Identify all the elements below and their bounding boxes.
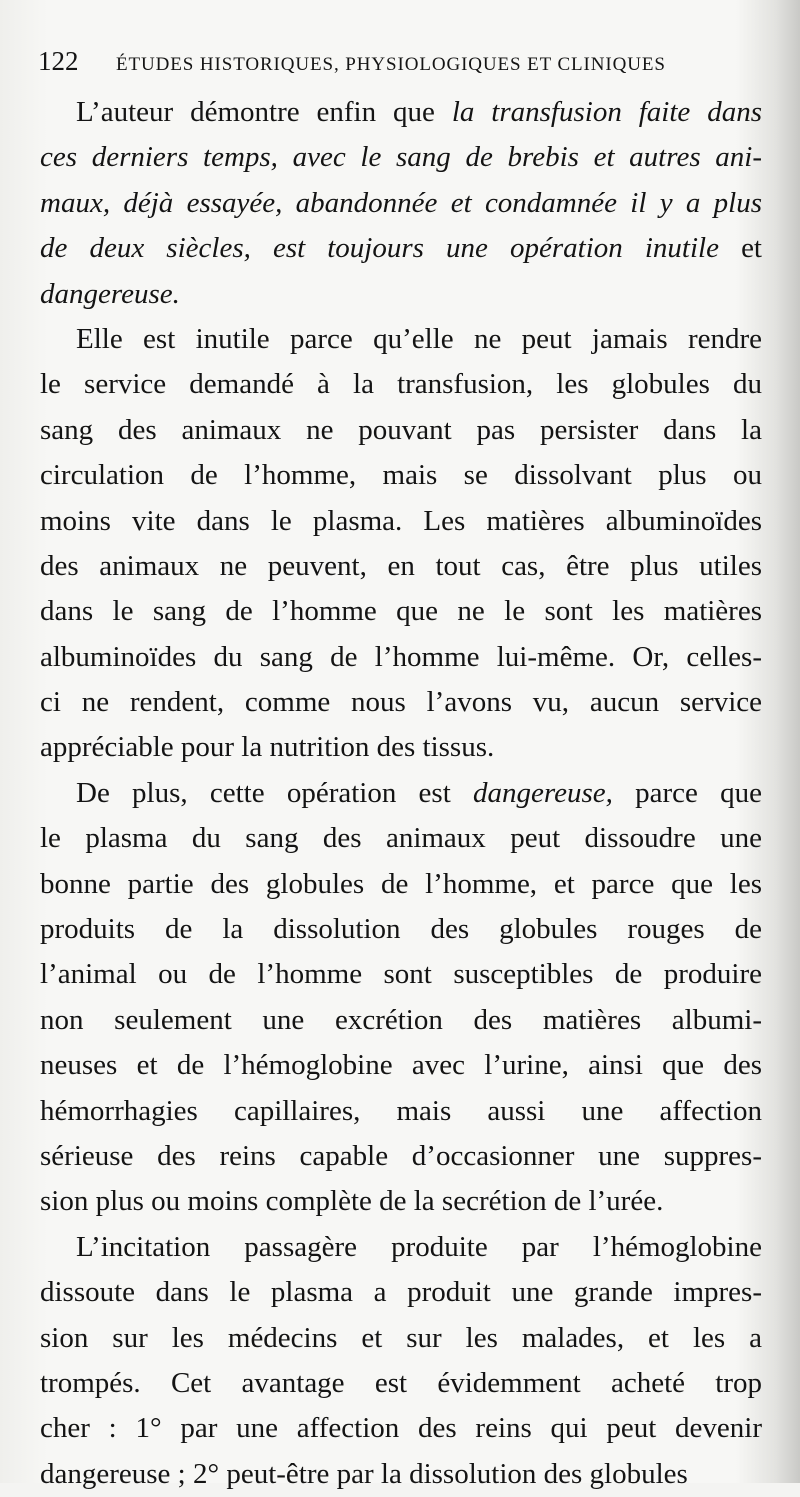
paragraph (40, 1225, 762, 1497)
text-segment: le plasma du sang des animaux peut dissoudre une (40, 822, 762, 855)
text-segment: De plus, cette opération est (76, 776, 474, 809)
text-line (40, 362, 762, 407)
text-line (40, 1089, 762, 1134)
text-segment: trompés. Cet avantage est évidemment acheté trop (40, 1366, 762, 1399)
page-number: 122 (38, 46, 79, 76)
italic-text: dangereuse, (473, 776, 613, 809)
paragraph (40, 771, 762, 1225)
text-segment: le service demandé à la transfusion, les globules du (40, 368, 762, 401)
text-segment: produits de la dissolution des globules rouges de (40, 913, 762, 946)
running-title: ÉTUDES HISTORIQUES, PHYSIOLOGIQUES ET CLINIQUES (116, 54, 666, 75)
body-text (40, 90, 762, 1497)
text-line (40, 453, 762, 498)
text-segment: cher : 1° par une affection des reins qui peut devenir (40, 1412, 762, 1445)
text-line (40, 408, 762, 453)
text-segment: L’incitation passagère produite par l’hémoglobine (76, 1230, 762, 1263)
text-line (40, 952, 762, 997)
text-segment: L’auteur démontre enfin que (76, 96, 452, 128)
text-line (40, 1452, 762, 1497)
text-line (40, 135, 762, 180)
text-segment: parce que (612, 776, 762, 809)
text-line (40, 544, 762, 589)
text-segment: non seulement une excrétion des matières albumi- (40, 1003, 762, 1036)
text-segment: des animaux ne peuvent, en tout cas, être plus utiles (40, 549, 762, 582)
text-segment: appréciable pour la nutrition des tissus. (40, 731, 495, 764)
italic-text: la transfusion faite dans (451, 96, 763, 128)
text-line (40, 725, 762, 770)
text-line (40, 1225, 762, 1270)
text-segment: dangereuse ; 2° peut-être par la dissolution des globules (40, 1457, 688, 1490)
text-line (40, 317, 762, 362)
text-segment: albuminoïdes du sang de l’homme lui-même. Or, celles- (40, 640, 762, 673)
text-line (40, 635, 762, 680)
text-line (40, 272, 762, 317)
text-line (40, 1316, 762, 1361)
text-segment: hémorrhagies capillaires, mais aussi une affection (40, 1094, 762, 1127)
text-line (40, 1043, 762, 1088)
paragraph (40, 90, 762, 317)
page-header (38, 46, 760, 77)
text-line (40, 1270, 762, 1315)
text-line (40, 1179, 762, 1224)
text-segment: l’animal ou de l’homme sont susceptibles de produire (40, 958, 762, 991)
text-segment: sérieuse des reins capable d’occasionner une suppres- (40, 1139, 762, 1172)
text-line (40, 226, 762, 271)
text-segment: neuses et de l’hémoglobine avec l’urine, ainsi que des (40, 1049, 762, 1082)
text-line (40, 771, 762, 816)
text-line (40, 1134, 762, 1179)
text-line (40, 680, 762, 725)
text-segment: dissoute dans le plasma a produit une grande impres- (40, 1276, 762, 1309)
text-line (40, 589, 762, 634)
italic-text: dangereuse. (40, 277, 180, 310)
text-segment: et (741, 232, 762, 265)
text-segment: bonne partie des globules de l’homme, et parce que les (40, 867, 762, 900)
text-segment: moins vite dans le plasma. Les matières albuminoïdes (40, 504, 762, 537)
italic-text: ces derniers temps, avec le sang de brebis et autres ani- (40, 141, 762, 174)
text-line (40, 907, 762, 952)
text-segment: Elle est inutile parce qu’elle ne peut jamais rendre (76, 322, 762, 355)
text-line (40, 181, 762, 226)
text-line (40, 816, 762, 861)
text-line (40, 1361, 762, 1406)
italic-text: maux, déjà essayée, abandonnée et condamnée il y a plus (40, 186, 762, 219)
text-line (40, 499, 762, 544)
text-line (40, 1406, 762, 1451)
text-segment: sang des animaux ne pouvant pas persister dans la (40, 413, 762, 446)
text-line (40, 862, 762, 907)
text-segment: sion plus ou moins complète de la secrétion de l’urée. (40, 1185, 664, 1218)
text-segment: sion sur les médecins et sur les malades, et les a (40, 1321, 762, 1354)
text-line (40, 90, 762, 135)
italic-text: de deux siècles, est toujours une opération inutile (40, 232, 742, 265)
text-segment: ci ne rendent, comme nous l’avons vu, aucun service (40, 686, 762, 719)
text-segment: circulation de l’homme, mais se dissolvant plus ou (40, 459, 762, 492)
text-line (40, 998, 762, 1043)
paragraph (40, 317, 762, 771)
text-segment: dans le sang de l’homme que ne le sont les matières (40, 595, 762, 628)
